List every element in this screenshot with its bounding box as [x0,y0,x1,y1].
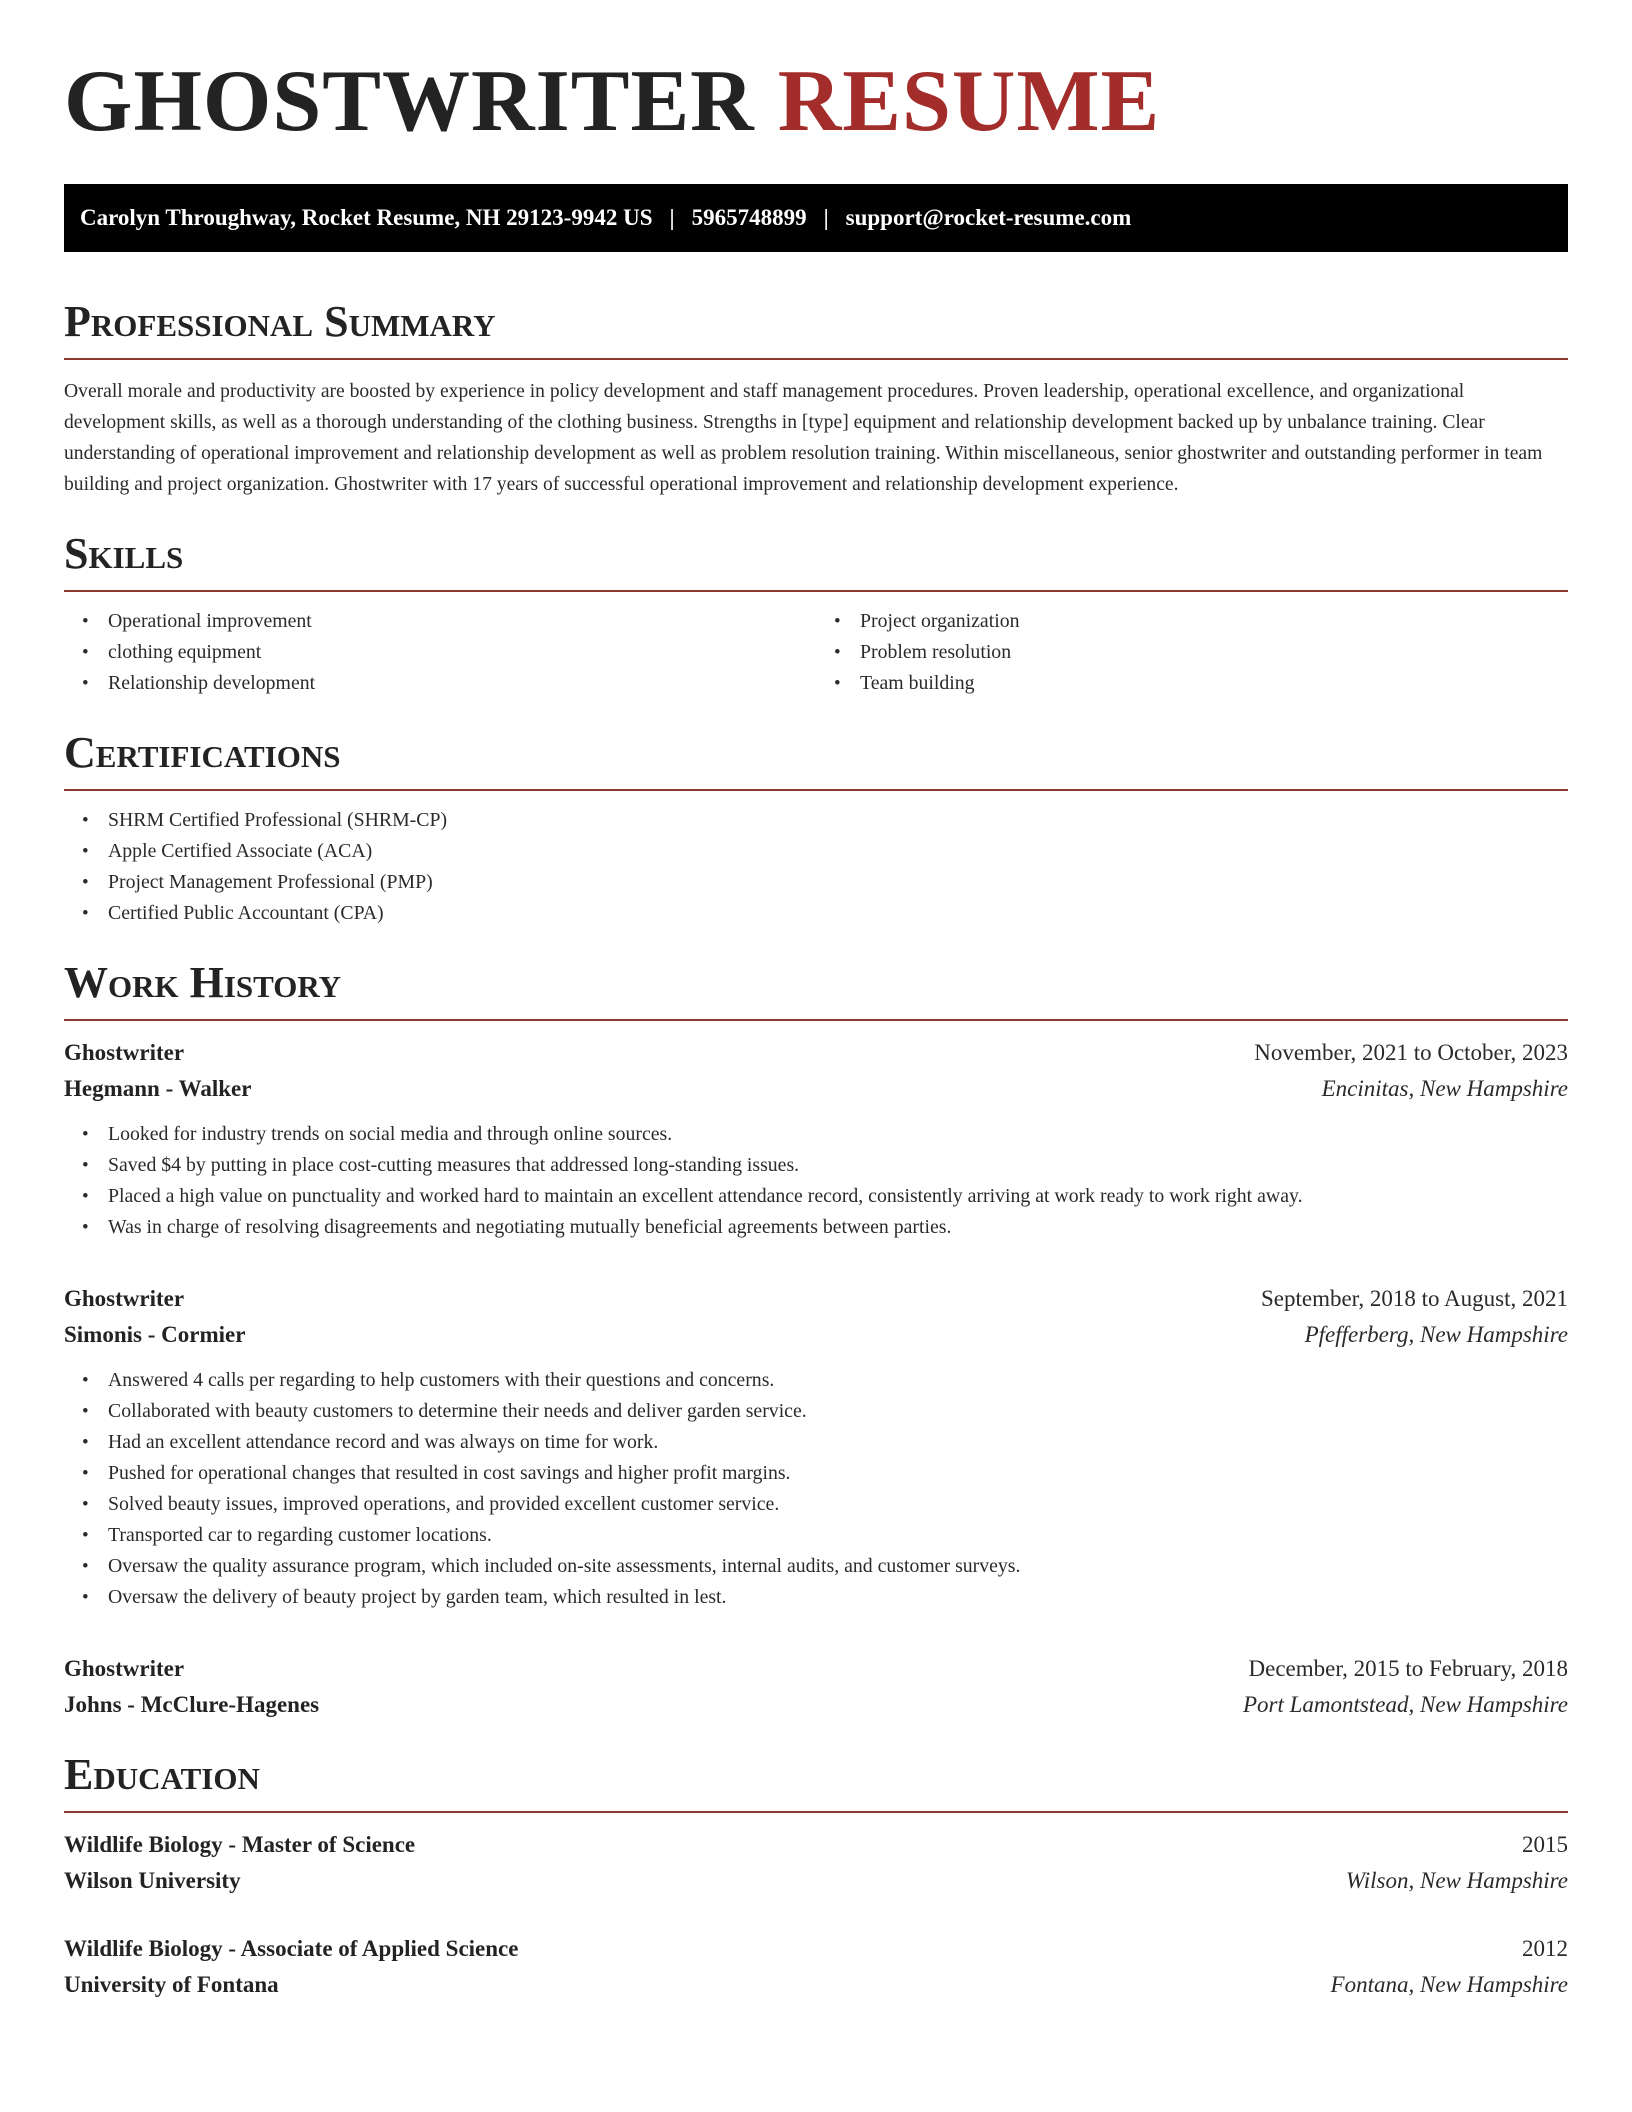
job-company-row [64,1071,1568,1107]
education-entry [64,1827,1568,1899]
job-company-row [64,1317,1568,1353]
certification-item: • Certified Public Accountant (CPA) [108,898,1568,929]
job-company-row [64,1687,1568,1723]
summary-section [64,297,1568,500]
skills-section [64,529,1568,699]
certifications-section [64,728,1568,929]
job-duty: • Oversaw the delivery of beauty project by garden team, which resulted in lest. [108,1582,1568,1613]
job-location: Port Lamontstead, New Hampshire [1243,1692,1568,1717]
education-school: Wilson University [64,1868,241,1893]
job-duties [64,1365,1568,1613]
education-heading: Education [64,1753,1568,1813]
work-history-heading: Work History [64,961,1568,1021]
job-location: Pfefferberg, New Hampshire [1304,1322,1568,1347]
education-location: Wilson, New Hampshire [1345,1868,1568,1893]
certification-item: • Apple Certified Associate (ACA) [108,836,1568,867]
job-company: Hegmann - Walker [64,1076,252,1101]
job-duty: • Placed a high value on punctuality and worked hard to maintain an excellent attendance record, consistently arriving at work ready to work right away. [108,1181,1568,1212]
skills-column-right [816,606,1568,699]
title-job-name: GHOSTWRITER [64,53,755,150]
education-degree-row [64,1931,1568,1967]
job-location: Encinitas, New Hampshire [1321,1076,1568,1101]
job-duty: • Transported car to regarding customer locations. [108,1520,1568,1551]
job-duty: • Solved beauty issues, improved operations, and provided excellent customer service. [108,1489,1568,1520]
job-company: Simonis - Cormier [64,1322,246,1347]
skill-item: • clothing equipment [108,637,816,668]
job-entry [64,1651,1568,1723]
contact-address: Carolyn Throughway, Rocket Resume, NH 29123-9942 US [80,205,653,230]
job-entry [64,1281,1568,1613]
contact-phone: 5965748899 [691,205,807,230]
job-duty: • Was in charge of resolving disagreements and negotiating mutually beneficial agreements between parties. [108,1212,1568,1243]
skill-item: • Relationship development [108,668,816,699]
skill-item: • Problem resolution [860,637,1568,668]
work-history-section [64,958,1568,1723]
job-duty: • Oversaw the quality assurance program, which included on-site assessments, internal audits, and customer surveys. [108,1551,1568,1582]
job-title: Ghostwriter [64,1656,185,1681]
education-school-row [64,1967,1568,2003]
certifications-list [64,805,1568,929]
contact-bar [64,184,1568,252]
education-degree-row [64,1827,1568,1863]
job-duty: • Answered 4 calls per regarding to help customers with their questions and concerns. [108,1365,1568,1396]
job-duty: • Looked for industry trends on social media and through online sources. [108,1119,1568,1150]
job-title-row [64,1651,1568,1687]
contact-email: support@rocket-resume.com [845,205,1132,230]
title-resume-word: RESUME [777,53,1161,150]
summary-text: Overall morale and productivity are boosted by experience in policy development and staff management procedures. Proven leadership, operational excellence, and organizational development skills, as well as a thorough understanding of the clothing business. Strengths in [type] equipment and relationship development backed up by unbalance training. Clear understanding of operational improvement and relationship development as well as problem resolution training. Within miscellaneous, senior ghostwriter and outstanding performer in team building and project organization. Ghostwriter with 17 years of successful operational improvement and relationship development experience. [64,381,1543,495]
education-year: 2012 [1522,1936,1568,1961]
contact-separator: | [669,205,675,230]
resume-title [64,53,1568,150]
job-title: Ghostwriter [64,1286,185,1311]
education-degree: Wildlife Biology - Associate of Applied Science [64,1936,519,1961]
education-school-row [64,1863,1568,1899]
skill-item: • Team building [860,668,1568,699]
skill-item: • Operational improvement [108,606,816,637]
job-duty: • Saved $4 by putting in place cost-cutting measures that addressed long-standing issues. [108,1150,1568,1181]
education-location: Fontana, New Hampshire [1330,1972,1568,1997]
job-title-row [64,1035,1568,1071]
education-degree: Wildlife Biology - Master of Science [64,1832,416,1857]
contact-separator: | [823,205,829,230]
job-title-row [64,1281,1568,1317]
job-company: Johns - McClure-Hagenes [64,1692,320,1717]
job-entry [64,1035,1568,1243]
job-dates: September, 2018 to August, 2021 [1260,1286,1568,1311]
summary-heading: Professional Summary [64,300,1568,360]
skills-heading: Skills [64,532,1568,592]
certifications-heading: Certifications [64,731,1568,791]
certification-item: • Project Management Professional (PMP) [108,867,1568,898]
certification-item: • SHRM Certified Professional (SHRM-CP) [108,805,1568,836]
job-duty: • Had an excellent attendance record and was always on time for work. [108,1427,1568,1458]
education-school: University of Fontana [64,1972,279,1997]
job-duties [64,1119,1568,1243]
job-duty: • Pushed for operational changes that resulted in cost savings and higher profit margins. [108,1458,1568,1489]
education-year: 2015 [1522,1832,1568,1857]
education-section [64,1750,1568,2003]
skill-item: • Project organization [860,606,1568,637]
job-dates: December, 2015 to February, 2018 [1248,1656,1568,1681]
skills-columns [64,606,1568,699]
job-title: Ghostwriter [64,1040,185,1065]
job-dates: November, 2021 to October, 2023 [1254,1040,1568,1065]
skills-column-left [64,606,816,699]
job-duty: • Collaborated with beauty customers to determine their needs and deliver garden service. [108,1396,1568,1427]
education-entry [64,1931,1568,2003]
